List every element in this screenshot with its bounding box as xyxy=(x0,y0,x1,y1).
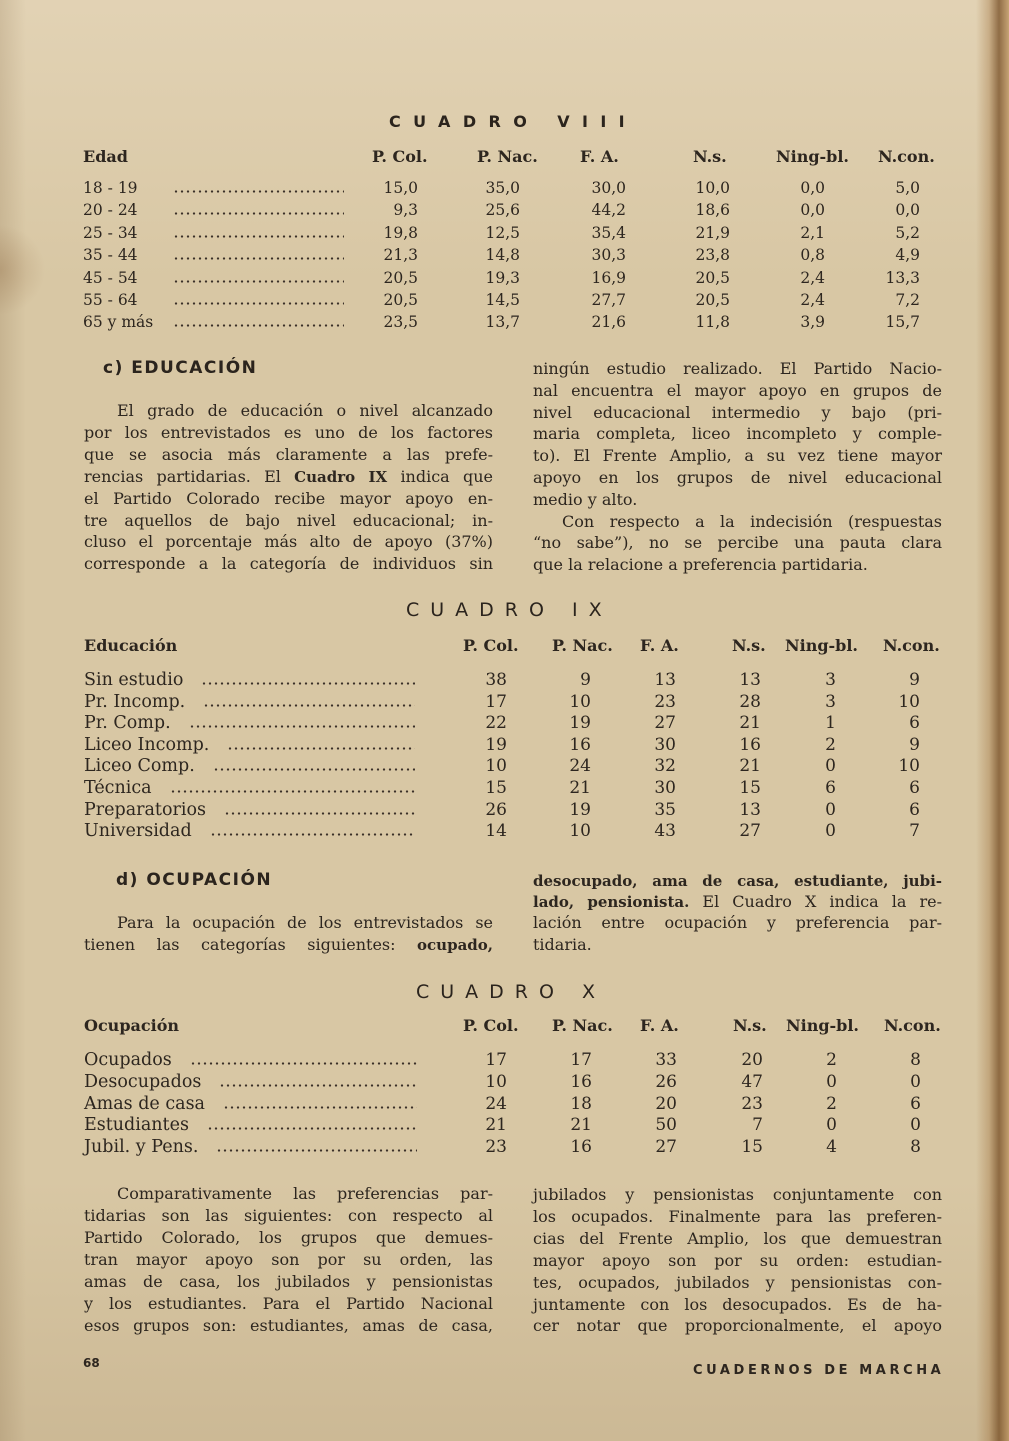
column-header: F. A. xyxy=(640,1016,679,1035)
row-label: Ocupados xyxy=(84,1050,172,1070)
table-row xyxy=(0,289,1009,311)
bold-text: Cuadro IX xyxy=(294,467,388,486)
row-header-label: Edad xyxy=(83,147,128,166)
cell-value: 13 xyxy=(739,799,761,820)
row-label: Jubil. y Pens. xyxy=(84,1137,199,1157)
text-line: Con respecto a la indecisión (respuestas xyxy=(562,511,942,531)
text-line: ningún estudio realizado. El Partido Nacio- xyxy=(533,359,942,378)
column-header: P. Nac. xyxy=(477,147,538,166)
table-row xyxy=(0,177,1009,199)
cell-value: 47 xyxy=(741,1071,763,1092)
cell-value: 14,8 xyxy=(485,246,520,265)
dot-leader xyxy=(173,302,344,305)
cell-value: 15 xyxy=(741,1137,763,1157)
row-label-cell xyxy=(83,244,346,266)
table-row xyxy=(0,1049,1009,1071)
text-line: Partido Colorado, los grupos que demues- xyxy=(84,1228,493,1247)
cell-value: 10 xyxy=(485,1071,507,1092)
cell-value: 19 xyxy=(569,799,591,820)
table-row xyxy=(0,712,1009,734)
text-line: Para la ocupación de los entrevistados se xyxy=(117,913,493,932)
dot-leader xyxy=(173,235,344,238)
text-line: tes, ocupados, jubilados y pensionistas con- xyxy=(533,1272,942,1292)
cell-value: 10 xyxy=(898,691,920,712)
cell-value: 21 xyxy=(739,756,761,777)
cell-value: 0 xyxy=(910,1071,921,1092)
cell-value: 8 xyxy=(910,1050,921,1070)
text-line: tidarias son las siguientes: con respecto al xyxy=(84,1206,493,1225)
cell-value: 43 xyxy=(654,821,676,842)
row-label: 55 - 64 xyxy=(83,291,138,309)
cell-value: 3 xyxy=(825,670,836,690)
text-line: Comparativamente las preferencias par- xyxy=(117,1184,493,1203)
table-row xyxy=(0,222,1009,244)
table-row xyxy=(0,267,1009,289)
cell-value: 27,7 xyxy=(591,291,626,309)
column-header: N.s. xyxy=(733,1016,767,1035)
column-header: Ning-bl. xyxy=(776,147,849,166)
cell-value: 27 xyxy=(654,713,676,734)
text-line: to). El Frente Amplio, a su vez tiene mayor xyxy=(533,446,942,466)
row-label-cell xyxy=(84,669,417,691)
column-header: F. A. xyxy=(640,636,679,655)
cell-value: 20,5 xyxy=(383,291,418,309)
cell-value: 18 xyxy=(570,1093,592,1114)
row-label: Amas de casa xyxy=(84,1093,205,1114)
row-header-label: Ocupación xyxy=(84,1016,179,1035)
cell-value: 3 xyxy=(825,691,836,712)
table-row xyxy=(0,1114,1009,1136)
cell-value: 20,5 xyxy=(695,291,730,309)
column-header: F. A. xyxy=(580,147,619,166)
cell-value: 16 xyxy=(569,734,591,755)
cell-value: 24 xyxy=(485,1093,507,1114)
cell-value: 32 xyxy=(654,756,676,777)
row-label: Pr. Incomp. xyxy=(84,691,186,712)
cell-value: 10 xyxy=(569,821,591,842)
text-line: amas de casa, los jubilados y pensionistas xyxy=(84,1272,493,1291)
cell-value: 23,8 xyxy=(695,246,730,265)
cell-value: 4,9 xyxy=(895,246,920,265)
cell-value: 13 xyxy=(739,670,761,690)
table-title: CUADRO IX xyxy=(406,599,613,621)
text-line: “no sabe”), no se percibe una pauta clara xyxy=(533,533,942,553)
cell-value: 35,0 xyxy=(485,179,520,197)
column-header: N.s. xyxy=(693,147,727,166)
cell-value: 9 xyxy=(580,670,591,690)
bold-text: ocupado, xyxy=(417,935,493,954)
column-header: N.con. xyxy=(884,1016,941,1035)
bold-text: lado, pensionista. xyxy=(533,893,690,912)
dot-leader xyxy=(190,1062,417,1065)
cell-value: 21,3 xyxy=(383,246,418,265)
cell-value: 22 xyxy=(485,713,507,734)
cell-value: 9 xyxy=(909,670,920,690)
row-header-label: Educación xyxy=(84,636,178,655)
cell-value: 6 xyxy=(909,713,920,734)
text-segment: rencias partidarias. El xyxy=(84,466,295,486)
cell-value: 0,0 xyxy=(895,201,920,220)
dot-leader xyxy=(207,1127,417,1130)
table-row xyxy=(0,799,1009,821)
cell-value: 21 xyxy=(569,778,591,798)
cell-value: 3,9 xyxy=(800,313,825,332)
row-label: Preparatorios xyxy=(84,799,206,820)
cell-value: 7,2 xyxy=(895,291,920,309)
cell-value: 25,6 xyxy=(485,201,520,220)
cell-value: 30,3 xyxy=(591,246,626,265)
cell-value: 23,5 xyxy=(383,313,418,332)
column-header: P. Col. xyxy=(372,147,428,166)
cell-value: 21,6 xyxy=(591,313,626,332)
table-row xyxy=(0,734,1009,756)
cell-value: 35,4 xyxy=(591,223,626,242)
text-line: maria completa, liceo incompleto y comple- xyxy=(533,424,942,444)
cell-value: 18,6 xyxy=(695,201,730,220)
text-line xyxy=(84,934,493,956)
cell-value: 13,3 xyxy=(885,268,920,287)
column-header: N.con. xyxy=(883,636,940,655)
cell-value: 0,0 xyxy=(800,179,825,197)
table-row xyxy=(0,820,1009,842)
table-row xyxy=(0,244,1009,266)
dot-leader xyxy=(173,257,344,260)
text-line: nal encuentra el mayor apoyo en grupos de xyxy=(533,380,942,400)
cell-value: 11,8 xyxy=(695,313,730,332)
row-label-cell xyxy=(84,1071,419,1093)
cell-value: 19 xyxy=(485,734,507,755)
cell-value: 15 xyxy=(739,778,761,798)
cell-value: 19,8 xyxy=(383,223,418,242)
row-label-cell xyxy=(84,820,417,842)
dot-leader xyxy=(213,768,415,771)
text-line: nivel educacional intermedio y bajo (pri- xyxy=(533,402,942,422)
cell-value: 1 xyxy=(825,713,836,734)
row-label-cell xyxy=(83,222,346,244)
cell-value: 21 xyxy=(739,713,761,734)
text-line: tidaria. xyxy=(533,934,592,954)
dot-leader xyxy=(224,812,415,815)
dot-leader xyxy=(203,704,415,707)
cell-value: 28 xyxy=(739,691,761,712)
section-heading-ocupacion: d) OCUPACIÓN xyxy=(116,870,273,890)
cell-value: 20,5 xyxy=(695,268,730,287)
row-label-cell xyxy=(83,289,346,311)
cell-value: 44,2 xyxy=(591,201,626,220)
row-label: 20 - 24 xyxy=(83,201,138,220)
dot-leader xyxy=(173,280,344,283)
dot-leader xyxy=(201,682,415,685)
text-line xyxy=(84,466,493,488)
cell-value: 9 xyxy=(909,734,920,755)
text-line: El grado de educación o nivel alcanzado xyxy=(117,401,493,420)
cell-value: 15,7 xyxy=(885,313,920,332)
text-line xyxy=(533,870,942,892)
column-header: P. Nac. xyxy=(552,636,613,655)
dot-leader xyxy=(173,212,344,215)
column-header: Ning-bl. xyxy=(785,636,858,655)
row-label: Desocupados xyxy=(84,1071,202,1092)
cell-value: 4 xyxy=(826,1137,837,1157)
table-row xyxy=(0,691,1009,713)
text-line xyxy=(533,891,942,913)
text-segment: indica que xyxy=(387,466,493,486)
cell-value: 38 xyxy=(485,670,507,690)
cell-value: 10 xyxy=(898,756,920,777)
row-label: Pr. Comp. xyxy=(84,713,171,734)
column-header: N.con. xyxy=(878,147,935,166)
page-number: 68 xyxy=(83,1356,100,1370)
cell-value: 14,5 xyxy=(485,291,520,309)
dot-leader xyxy=(219,1084,417,1087)
column-header: Ning-bl. xyxy=(786,1016,859,1035)
text-segment: El Cuadro X indica la re- xyxy=(689,892,942,912)
table-title: CUADRO VIII xyxy=(389,112,638,131)
row-label: 35 - 44 xyxy=(83,246,138,265)
cell-value: 16 xyxy=(570,1137,592,1157)
cell-value: 6 xyxy=(825,778,836,798)
cell-value: 30 xyxy=(654,778,676,798)
text-line: corresponde a la categoría de individuos sin xyxy=(84,554,493,574)
cell-value: 0,8 xyxy=(800,246,825,265)
table-row xyxy=(0,199,1009,221)
row-label: Universidad xyxy=(84,821,192,842)
cell-value: 17 xyxy=(485,1050,507,1070)
table-row xyxy=(0,755,1009,777)
text-line: y los estudiantes. Para el Partido Nacional xyxy=(84,1294,493,1313)
column-header: P. Col. xyxy=(463,636,519,655)
dot-leader xyxy=(189,725,415,728)
cell-value: 13,7 xyxy=(485,313,520,332)
text-line: el Partido Colorado recibe mayor apoyo en- xyxy=(84,488,493,508)
cell-value: 7 xyxy=(909,821,920,842)
cell-value: 16 xyxy=(739,734,761,755)
cell-value: 20,5 xyxy=(383,268,418,287)
cell-value: 50 xyxy=(655,1115,677,1136)
cell-value: 2 xyxy=(826,1093,837,1114)
cell-value: 7 xyxy=(752,1115,763,1136)
cell-value: 19 xyxy=(569,713,591,734)
text-line: mayor apoyo son por su orden: estudian- xyxy=(533,1250,942,1270)
cell-value: 13 xyxy=(654,670,676,690)
dot-leader xyxy=(170,790,415,793)
text-line: cluso el porcentaje más alto de apoyo (37%) xyxy=(84,532,493,552)
text-line: juntamente con los desocupados. Es de ha- xyxy=(533,1294,942,1314)
text-line: apoyo en los grupos de nivel educacional xyxy=(533,468,942,487)
cell-value: 0 xyxy=(826,1115,837,1136)
table-row xyxy=(0,669,1009,691)
text-line: por los entrevistados es uno de los factores xyxy=(84,422,493,442)
text-line: que se asocia más claramente a las prefe- xyxy=(84,444,493,464)
table-title: CUADRO X xyxy=(416,981,607,1003)
cell-value: 26 xyxy=(655,1071,677,1092)
row-label-cell xyxy=(83,199,346,221)
text-line: cer notar que proporcionalmente, el apoyo xyxy=(533,1316,942,1336)
cell-value: 19,3 xyxy=(485,268,520,287)
cell-value: 9,3 xyxy=(393,201,418,220)
cell-value: 30 xyxy=(654,734,676,755)
cell-value: 21 xyxy=(485,1115,507,1136)
cell-value: 0 xyxy=(826,1071,837,1092)
row-label: Sin estudio xyxy=(84,670,184,690)
cell-value: 23 xyxy=(485,1137,507,1157)
publication-name: CUADERNOS DE MARCHA xyxy=(693,1363,945,1378)
cell-value: 30,0 xyxy=(591,179,626,197)
cell-value: 27 xyxy=(655,1137,677,1157)
cell-value: 2 xyxy=(825,734,836,755)
cell-value: 15 xyxy=(485,778,507,798)
dot-leader xyxy=(173,324,344,327)
cell-value: 5,0 xyxy=(895,179,920,197)
cell-value: 5,2 xyxy=(895,223,920,242)
cell-value: 0 xyxy=(825,799,836,820)
text-line: tran mayor apoyo son por su orden, las xyxy=(84,1250,493,1269)
cell-value: 23 xyxy=(741,1093,763,1114)
cell-value: 0 xyxy=(825,821,836,842)
row-label-cell xyxy=(84,712,417,734)
cell-value: 27 xyxy=(739,821,761,842)
row-label: 45 - 54 xyxy=(83,268,138,287)
cell-value: 35 xyxy=(654,799,676,820)
cell-value: 0 xyxy=(825,756,836,777)
cell-value: 0 xyxy=(910,1115,921,1136)
row-label-cell xyxy=(84,1049,419,1071)
section-heading-educacion: c) EDUCACIÓN xyxy=(103,358,258,378)
row-label: 18 - 19 xyxy=(83,179,138,197)
cell-value: 20 xyxy=(655,1093,677,1114)
text-line: esos grupos son: estudiantes, amas de casa, xyxy=(84,1316,493,1335)
row-label-cell xyxy=(84,691,417,713)
row-label-cell xyxy=(84,777,417,799)
row-label: Liceo Incomp. xyxy=(84,734,210,755)
cell-value: 15,0 xyxy=(383,179,418,197)
cell-value: 6 xyxy=(910,1093,921,1114)
cell-value: 16,9 xyxy=(591,268,626,287)
cell-value: 20 xyxy=(741,1050,763,1070)
row-label: 25 - 34 xyxy=(83,223,138,242)
text-line: lación entre ocupación y preferencia par- xyxy=(533,913,942,933)
cell-value: 2 xyxy=(826,1050,837,1070)
row-label-cell xyxy=(83,177,346,199)
dot-leader xyxy=(227,747,415,750)
cell-value: 12,5 xyxy=(485,223,520,242)
text-line: jubilados y pensionistas conjuntamente con xyxy=(533,1185,942,1204)
cell-value: 17 xyxy=(485,691,507,712)
cell-value: 2,1 xyxy=(800,223,825,242)
text-line: que la relacione a preferencia partidaria. xyxy=(533,555,868,575)
row-label: Liceo Comp. xyxy=(84,756,195,777)
table-row xyxy=(0,1093,1009,1115)
cell-value: 21,9 xyxy=(695,223,730,242)
dot-leader xyxy=(173,190,344,193)
cell-value: 21 xyxy=(570,1115,592,1136)
row-label-cell xyxy=(84,1136,419,1158)
dot-leader xyxy=(216,1149,417,1152)
cell-value: 14 xyxy=(485,821,507,842)
column-header: N.s. xyxy=(732,636,766,655)
text-segment: tienen las categorías siguientes: xyxy=(84,934,418,954)
cell-value: 6 xyxy=(909,778,920,798)
row-label: Técnica xyxy=(84,778,152,798)
table-row xyxy=(0,311,1009,333)
cell-value: 10 xyxy=(569,691,591,712)
row-label: Estudiantes xyxy=(84,1115,189,1136)
cell-value: 17 xyxy=(570,1050,592,1070)
cell-value: 8 xyxy=(910,1137,921,1157)
table-row xyxy=(0,777,1009,799)
text-line: cias del Frente Amplio, los que demuestran xyxy=(533,1228,942,1248)
column-header: P. Nac. xyxy=(552,1016,613,1035)
row-label-cell xyxy=(83,267,346,289)
cell-value: 0,0 xyxy=(800,201,825,220)
cell-value: 33 xyxy=(655,1050,677,1070)
text-line: medio y alto. xyxy=(533,489,638,509)
cell-value: 10 xyxy=(485,756,507,777)
cell-value: 2,4 xyxy=(800,268,825,287)
row-label-cell xyxy=(84,734,417,756)
bold-text: desocupado, ama de casa, estudiante, jubi- xyxy=(533,872,942,890)
dot-leader xyxy=(223,1106,417,1109)
text-line: los ocupados. Finalmente para las preferen- xyxy=(533,1206,942,1226)
cell-value: 24 xyxy=(569,756,591,777)
table-row xyxy=(0,1136,1009,1158)
cell-value: 2,4 xyxy=(800,291,825,309)
cell-value: 6 xyxy=(909,799,920,820)
table-row xyxy=(0,1071,1009,1093)
row-label-cell xyxy=(84,799,417,821)
cell-value: 23 xyxy=(654,691,676,712)
cell-value: 10,0 xyxy=(695,179,730,197)
row-label-cell xyxy=(84,755,417,777)
cell-value: 16 xyxy=(570,1071,592,1092)
row-label-cell xyxy=(84,1114,419,1136)
column-header: P. Col. xyxy=(463,1016,519,1035)
row-label-cell xyxy=(84,1093,419,1115)
dot-leader xyxy=(210,833,415,836)
cell-value: 26 xyxy=(485,799,507,820)
row-label-cell xyxy=(83,311,346,333)
text-line: tre aquellos de bajo nivel educacional; in- xyxy=(84,510,493,530)
row-label: 65 y más xyxy=(83,313,154,332)
